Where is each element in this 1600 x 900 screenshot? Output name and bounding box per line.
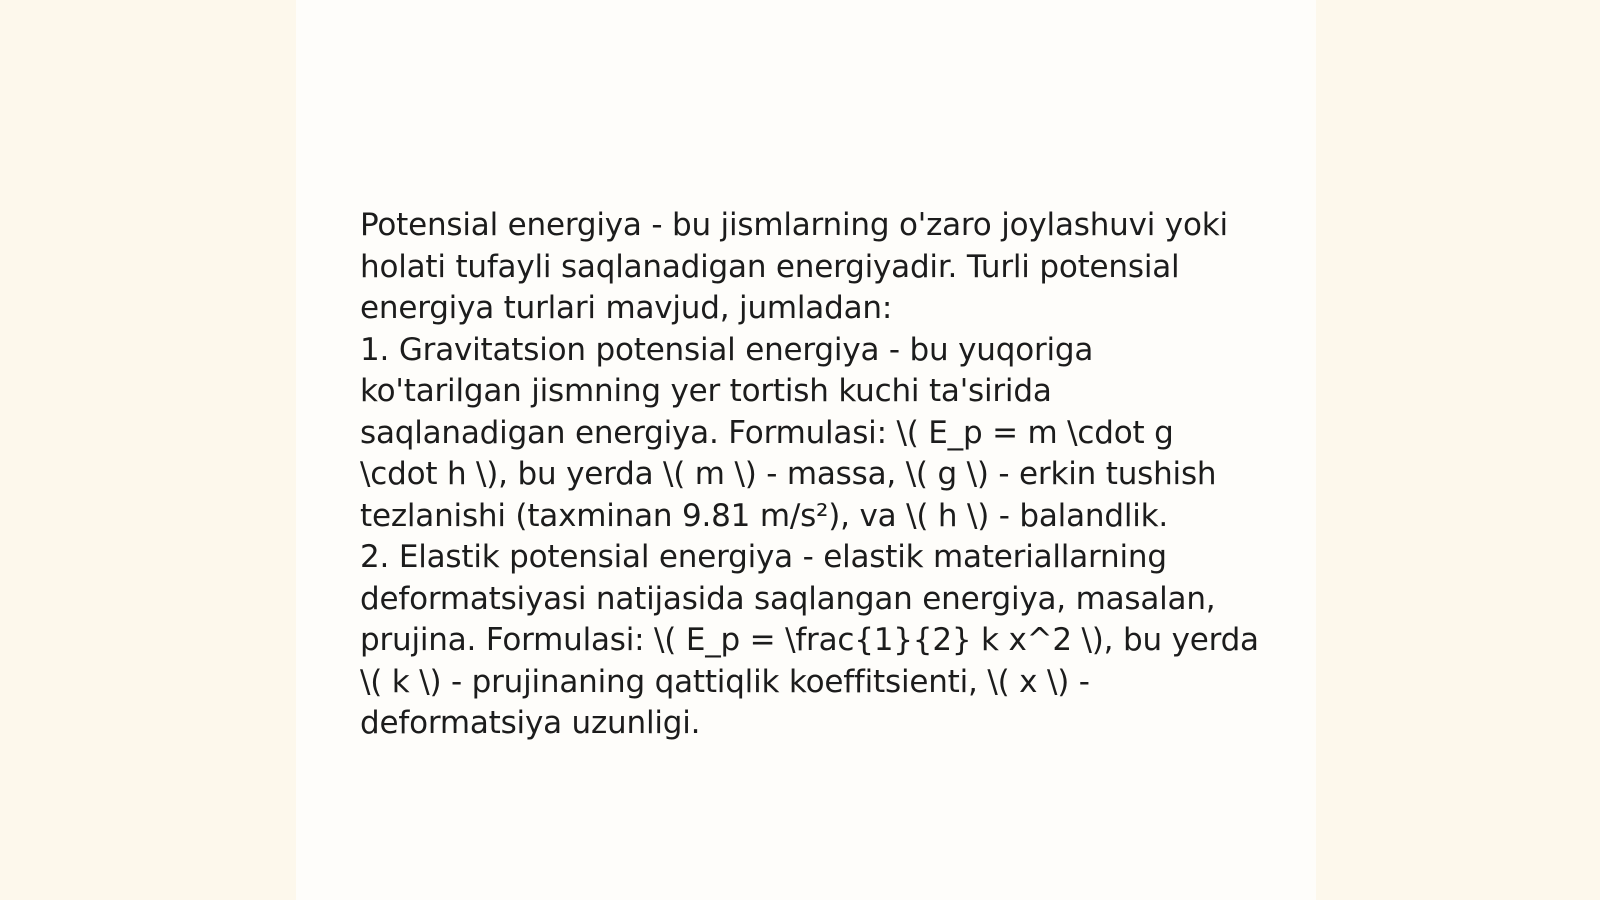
slide-page — [296, 0, 1316, 900]
elastic-energy-paragraph: 2. Elastik potensial energiya - elastik materiallarning deformatsiyasi natijasida saqlangan energiya, masalan, prujina. Formulasi: \( E_p = \frac{1}{2} k x^2 \), bu yerda \( k \) - prujinaning qattiqlik koeffitsienti, \( x \) - deformatsiya uzunligi. — [360, 539, 1259, 741]
body-text — [360, 205, 1260, 745]
intro-paragraph: Potensial energiya - bu jismlarning o'zaro joylashuvi yoki holati tufayli saqlanadigan energiyadir. Turli potensial energiya turlari mavjud, jumladan: — [360, 207, 1228, 326]
gravitational-energy-paragraph: 1. Gravitatsion potensial energiya - bu yuqoriga ko'tarilgan jismning yer tortish kuchi ta'sirida saqlanadigan energiya. Formulasi: \( E_p = m \cdot g \cdot h \), bu yerda \( m \) - massa, \( g \) - erkin tushish tezlanishi (taxminan 9.81 m/s²), va \( h \) - balandlik. — [360, 331, 1217, 534]
